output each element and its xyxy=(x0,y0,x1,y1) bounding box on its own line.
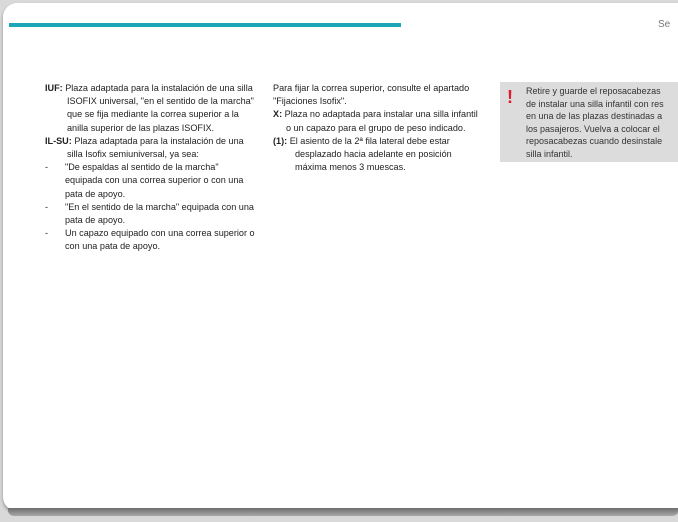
list-item xyxy=(45,201,257,227)
list-item-text: "De espaldas al sentido de la marcha" equipada con una correa superior o con una pata de apoyo. xyxy=(65,162,244,199)
section-color-bar xyxy=(9,23,401,27)
x-text: Plaza no adaptada para instalar una silla infantil o un capazo para el grupo de peso indicado. xyxy=(284,109,478,133)
isofix-intro: Para fijar la correa superior, consulte el apartado "Fijaciones Isofix". xyxy=(273,83,470,107)
note-definition xyxy=(273,135,479,175)
ilsu-text: Plaza adaptada para la instalación de una silla Isofix semiuniversal, ya sea: xyxy=(67,135,244,160)
left-column xyxy=(45,82,257,254)
note-text: El asiento de la 2ª fila lateral debe estar desplazado hacia adelante en posición máxima menos 3 muescas. xyxy=(289,135,452,173)
note-label: (1): xyxy=(273,135,288,146)
dash-bullet: - xyxy=(45,228,49,239)
warning-text: Retire y guarde el reposacabezas de instalar una silla infantil con res en una de las plazas destinadas a los pasajeros. Vuelva a colocar el reposacabezas cuando desinstale silla infantil. xyxy=(526,86,664,159)
list-item xyxy=(45,227,257,253)
manual-page xyxy=(3,3,678,511)
iuf-definition xyxy=(45,82,257,135)
section-tab[interactable]: Se xyxy=(658,19,671,30)
list-item xyxy=(45,161,257,201)
dash-bullet: - xyxy=(45,162,49,173)
x-definition xyxy=(273,108,479,134)
ilsu-label: IL-SU: xyxy=(45,135,72,146)
middle-column xyxy=(273,82,479,174)
ilsu-definition xyxy=(45,135,257,161)
list-item-text: Un capazo equipado con una correa superior o con una pata de apoyo. xyxy=(65,228,255,252)
warning-icon: ! xyxy=(507,87,513,107)
iuf-label: IUF: xyxy=(45,83,63,93)
x-label: X: xyxy=(273,109,283,120)
iuf-text: Plaza adaptada para la instalación de una silla ISOFIX universal, "en el sentido de la marcha" que se fija mediante la correa superior a la anilla superior de las plazas ISOFIX. xyxy=(65,83,254,133)
page-shadow xyxy=(8,508,678,516)
list-item-text: "En el sentido de la marcha" equipada con una pata de apoyo. xyxy=(65,201,254,226)
warning-box xyxy=(500,82,678,162)
dash-bullet: - xyxy=(45,201,49,212)
